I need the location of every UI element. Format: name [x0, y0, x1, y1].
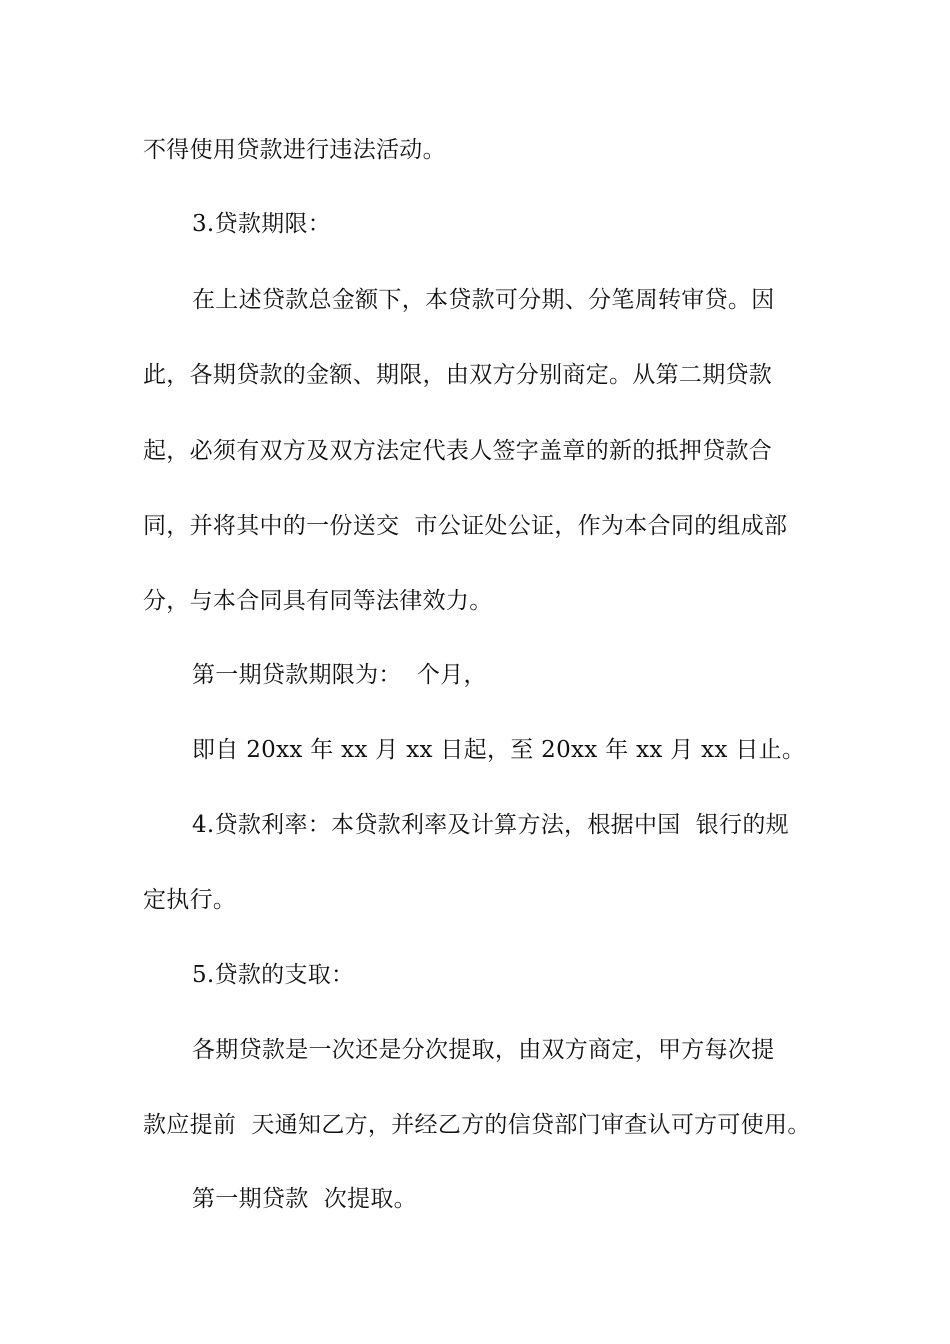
- paragraph-line: 即自 20xx 年 xx 月 xx 日起，至 20xx 年 xx 月 xx 日止。: [192, 737, 806, 763]
- paragraph-line: 第一期贷款期限为： 个月，: [192, 662, 487, 688]
- paragraph-line: 起，必须有双方及双方法定代表人签字盖章的新的抵押贷款合: [143, 438, 773, 464]
- section-heading-loan-withdrawal: 5.贷款的支取：: [192, 962, 355, 988]
- paragraph-line: 分，与本合同具有同等法律效力。: [143, 588, 493, 614]
- paragraph-line: 各期贷款是一次还是分次提取，由双方商定，甲方每次提: [192, 1037, 775, 1063]
- paragraph-line: 第一期贷款 次提取。: [192, 1186, 417, 1212]
- paragraph-line: 在上述贷款总金额下，本贷款可分期、分笔周转审贷。因: [192, 287, 775, 313]
- paragraph-line: 定执行。: [143, 887, 237, 913]
- paragraph-line: 此，各期贷款的金额、期限，由双方分别商定。从第二期贷款: [143, 362, 773, 388]
- section-heading-interest-rate: 4.贷款利率：本贷款利率及计算方法，根据中国 银行的规: [192, 812, 789, 838]
- paragraph-line: 同，并将其中的一份送交 市公证处公证，作为本合同的组成部: [143, 513, 788, 539]
- paragraph-line: 不得使用贷款进行违法活动。: [143, 137, 446, 163]
- paragraph-line: 款应提前 天通知乙方，并经乙方的信贷部门审查认可方可使用。: [143, 1112, 811, 1138]
- section-heading-loan-term: 3.贷款期限：: [192, 211, 332, 237]
